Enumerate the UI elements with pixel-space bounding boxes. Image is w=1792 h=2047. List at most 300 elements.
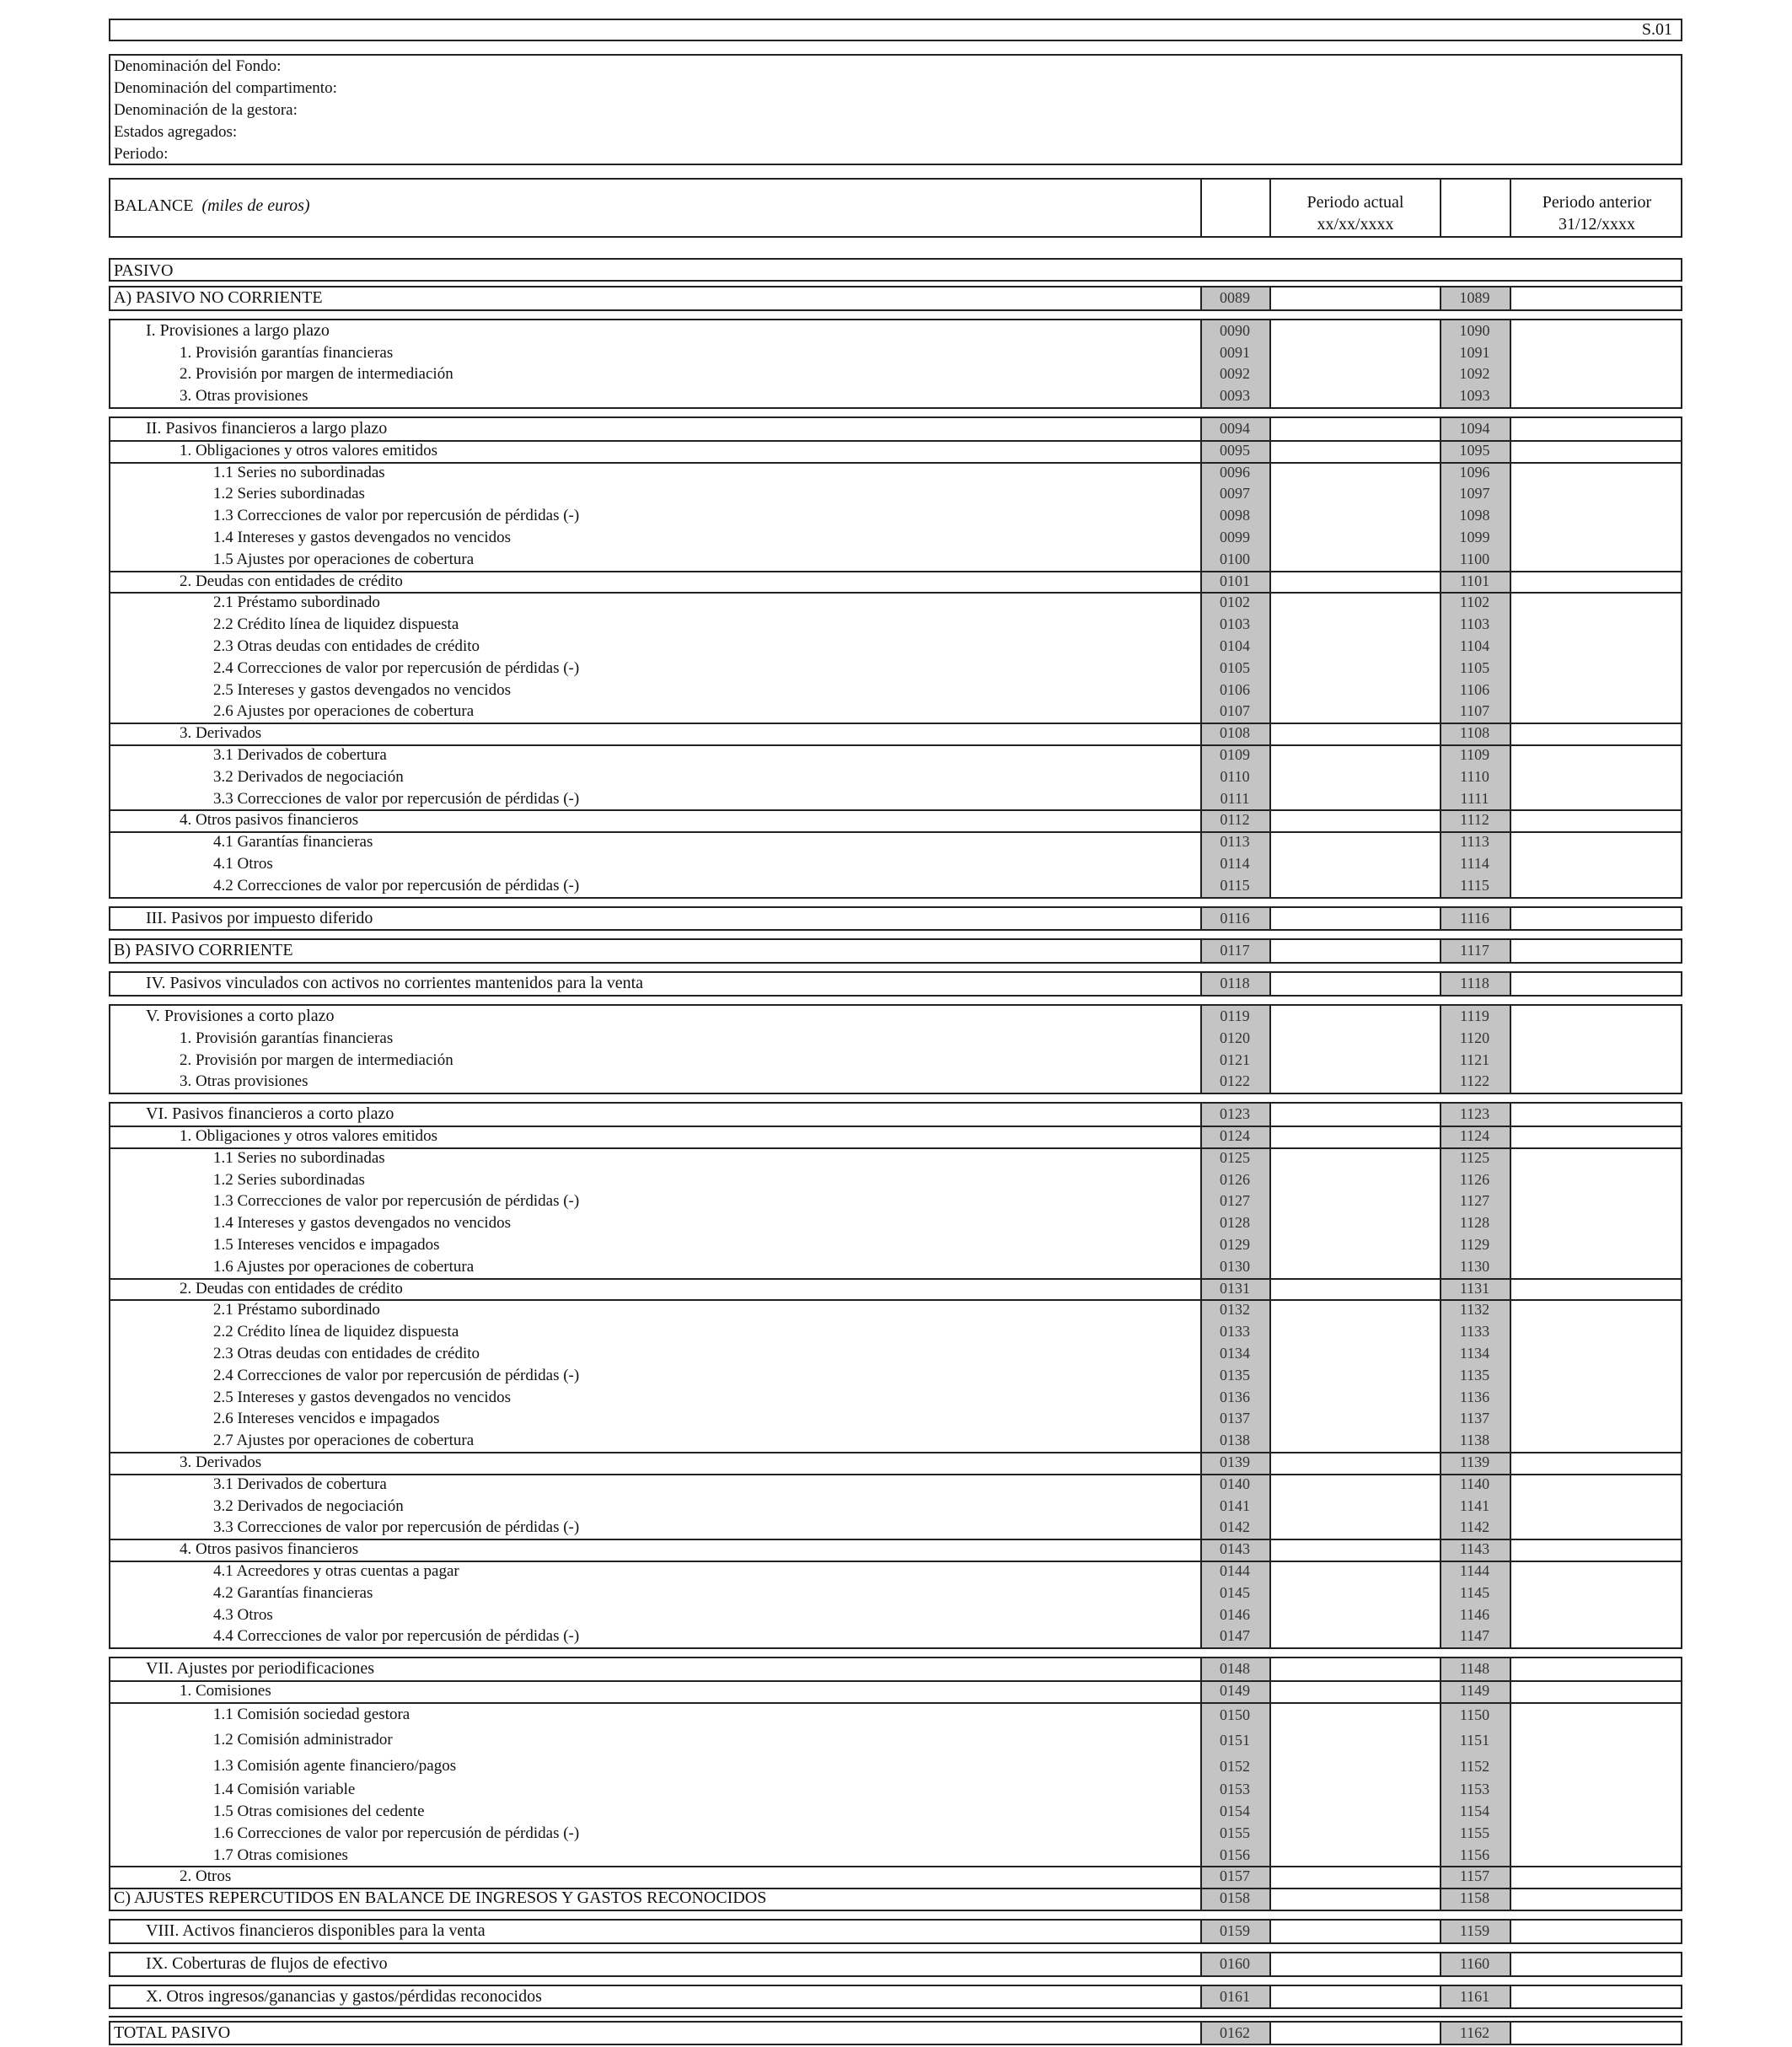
value-cell-prior[interactable]	[1511, 2023, 1681, 2044]
value-cell-prior[interactable]	[1511, 1702, 1681, 1728]
code-prior: 1161	[1459, 1987, 1490, 2005]
code-actual: 0110	[1220, 767, 1250, 785]
value-cell-actual[interactable]	[1271, 940, 1440, 962]
value-cell-prior[interactable]	[1511, 1452, 1681, 1474]
value-cell-prior[interactable]	[1511, 418, 1681, 440]
value-cell-actual[interactable]	[1271, 1779, 1440, 1801]
table-block	[109, 1657, 1682, 1911]
value-cell-prior[interactable]	[1511, 1343, 1681, 1365]
value-cell-actual[interactable]	[1271, 462, 1440, 484]
value-cell-actual[interactable]	[1271, 1256, 1440, 1278]
value-cell-actual[interactable]	[1271, 1452, 1440, 1474]
code-actual: 0120	[1220, 1029, 1250, 1046]
value-cell-actual[interactable]	[1271, 875, 1440, 897]
value-cell-prior[interactable]	[1511, 723, 1681, 744]
code-prior: 1144	[1459, 1561, 1490, 1579]
code-actual: 0142	[1220, 1518, 1250, 1536]
value-cell-prior[interactable]	[1511, 973, 1681, 995]
code-prior: 1112	[1460, 811, 1489, 829]
form-code-box	[109, 19, 1682, 41]
value-cell-actual[interactable]	[1271, 1321, 1440, 1343]
table-row	[110, 940, 1681, 962]
value-cell-actual[interactable]	[1271, 1387, 1440, 1409]
code-prior: 1134	[1459, 1344, 1490, 1362]
value-cell-prior[interactable]	[1511, 1006, 1681, 1028]
value-cell-actual[interactable]	[1271, 1006, 1440, 1028]
value-cell-actual[interactable]	[1271, 1658, 1440, 1680]
code-actual: 0103	[1220, 615, 1250, 633]
value-cell-prior[interactable]	[1511, 1953, 1681, 1975]
code-actual: 0128	[1220, 1214, 1250, 1232]
value-cell-actual[interactable]	[1271, 1517, 1440, 1539]
value-cell-actual[interactable]	[1271, 723, 1440, 744]
code-prior: 1133	[1459, 1323, 1490, 1340]
value-cell-actual[interactable]	[1271, 701, 1440, 723]
code-prior: 1157	[1459, 1867, 1490, 1885]
code-prior: 1120	[1459, 1029, 1490, 1046]
value-cell-actual[interactable]	[1271, 1278, 1440, 1300]
code-actual: 0130	[1220, 1257, 1250, 1275]
row-label: 1.2 Comisión administrador	[213, 1731, 393, 1749]
row-label: 1.3 Correcciones de valor por repercusión de pérdidas (-)	[213, 507, 580, 525]
table-row	[110, 1727, 1681, 1754]
code-prior: 1115	[1460, 876, 1489, 894]
table-row	[110, 1190, 1681, 1212]
value-cell-actual[interactable]	[1271, 342, 1440, 364]
code-prior: 1147	[1459, 1627, 1490, 1645]
value-cell-actual[interactable]	[1271, 1845, 1440, 1867]
value-cell-prior[interactable]	[1511, 1126, 1681, 1147]
value-cell-prior[interactable]	[1511, 1169, 1681, 1191]
value-cell-prior[interactable]	[1511, 1823, 1681, 1845]
table-row	[110, 1754, 1681, 1780]
code-actual: 0123	[1220, 1105, 1250, 1123]
value-cell-prior[interactable]	[1511, 1028, 1681, 1050]
value-cell-prior[interactable]	[1511, 1561, 1681, 1582]
code-actual: 0124	[1220, 1126, 1250, 1144]
value-cell-actual[interactable]	[1271, 908, 1440, 930]
value-cell-prior[interactable]	[1511, 385, 1681, 407]
value-cell-prior[interactable]	[1511, 875, 1681, 897]
row-label: 2.5 Intereses y gastos devengados no vencidos	[213, 1388, 512, 1406]
value-cell-prior[interactable]	[1511, 1625, 1681, 1647]
value-cell-prior[interactable]	[1511, 440, 1681, 462]
code-actual: 0109	[1220, 746, 1250, 763]
code-actual: 0152	[1220, 1757, 1250, 1775]
value-cell-prior[interactable]	[1511, 1517, 1681, 1539]
code-actual: 0155	[1220, 1824, 1250, 1841]
value-cell-actual[interactable]	[1271, 505, 1440, 527]
code-prior: 1152	[1459, 1757, 1490, 1775]
value-cell-prior[interactable]	[1511, 1845, 1681, 1867]
row-label: C) AJUSTES REPERCUTIDOS EN BALANCE DE INGRESOS Y GASTOS RECONOCIDOS	[114, 1889, 767, 1908]
value-cell-prior[interactable]	[1511, 1582, 1681, 1604]
row-label: 2. Deudas con entidades de crédito	[180, 1279, 403, 1298]
value-cell-prior[interactable]	[1511, 1050, 1681, 1072]
col-header-prior	[1511, 191, 1682, 235]
code-prior: 1110	[1460, 767, 1489, 785]
value-cell-prior[interactable]	[1511, 831, 1681, 853]
table-row	[110, 853, 1681, 875]
code-actual: 0114	[1220, 855, 1250, 872]
value-cell-actual[interactable]	[1271, 1234, 1440, 1256]
value-cell-prior[interactable]	[1511, 1727, 1681, 1754]
table-row	[110, 1006, 1681, 1028]
value-cell-prior[interactable]	[1511, 1921, 1681, 1942]
code-actual: 0161	[1220, 1987, 1250, 2005]
table-row	[110, 1604, 1681, 1626]
value-cell-actual[interactable]	[1271, 549, 1440, 571]
code-prior: 1089	[1459, 289, 1490, 306]
value-cell-actual[interactable]	[1271, 1430, 1440, 1452]
value-cell-prior[interactable]	[1511, 788, 1681, 810]
row-label: 2. Provisión por margen de intermediación	[180, 365, 453, 384]
value-cell-prior[interactable]	[1511, 1888, 1681, 1910]
value-cell-prior[interactable]	[1511, 658, 1681, 680]
code-actual: 0160	[1220, 1954, 1250, 1972]
value-cell-prior[interactable]	[1511, 940, 1681, 962]
value-cell-prior[interactable]	[1511, 1256, 1681, 1278]
value-cell-actual[interactable]	[1271, 1727, 1440, 1754]
table-row	[110, 1539, 1681, 1561]
value-cell-actual[interactable]	[1271, 1028, 1440, 1050]
code-prior: 1162	[1459, 2023, 1490, 2041]
value-cell-prior[interactable]	[1511, 1365, 1681, 1387]
table-block	[109, 1004, 1682, 1094]
table-row	[110, 680, 1681, 701]
value-cell-prior[interactable]	[1511, 363, 1681, 385]
value-cell-actual[interactable]	[1271, 1365, 1440, 1387]
table-row	[110, 592, 1681, 614]
aggregated-states-label: Estados agregados:	[114, 123, 238, 141]
code-prior: 1107	[1459, 702, 1490, 720]
value-cell-actual[interactable]	[1271, 1754, 1440, 1780]
value-cell-actual[interactable]	[1271, 1604, 1440, 1626]
table-row	[110, 571, 1681, 593]
value-cell-prior[interactable]	[1511, 483, 1681, 505]
value-cell-actual[interactable]	[1271, 1071, 1440, 1093]
code-actual: 0151	[1220, 1732, 1250, 1749]
col-actual-date: xx/xx/xxxx	[1317, 215, 1394, 234]
value-cell-actual[interactable]	[1271, 1474, 1440, 1496]
table-row	[110, 1866, 1681, 1888]
row-label: 1.1 Series no subordinadas	[213, 463, 385, 481]
code-prior: 1155	[1459, 1824, 1490, 1841]
value-cell-prior[interactable]	[1511, 680, 1681, 701]
row-label: 2.3 Otras deudas con entidades de crédito	[213, 1344, 480, 1362]
code-actual: 0141	[1220, 1496, 1250, 1514]
value-cell-prior[interactable]	[1511, 1680, 1681, 1702]
code-actual: 0137	[1220, 1410, 1250, 1427]
balance-title	[114, 196, 310, 216]
value-cell-actual[interactable]	[1271, 1702, 1440, 1728]
value-cell-actual[interactable]	[1271, 2023, 1440, 2044]
code-prior: 1109	[1459, 746, 1490, 763]
value-cell-prior[interactable]	[1511, 1278, 1681, 1300]
row-label: X. Otros ingresos/ganancias y gastos/pérdidas reconocidos	[146, 1986, 542, 2006]
code-actual: 0116	[1220, 909, 1250, 927]
table-row	[110, 1234, 1681, 1256]
value-cell-actual[interactable]	[1271, 1582, 1440, 1604]
row-label: 3.1 Derivados de cobertura	[213, 746, 387, 764]
code-prior: 1145	[1459, 1583, 1490, 1601]
row-label: 3. Otras provisiones	[180, 1072, 309, 1091]
code-prior: 1125	[1459, 1148, 1490, 1166]
code-prior: 1127	[1459, 1192, 1490, 1210]
value-cell-prior[interactable]	[1511, 1496, 1681, 1518]
table-row	[110, 1658, 1681, 1680]
code-actual: 0148	[1220, 1660, 1250, 1678]
value-cell-prior[interactable]	[1511, 1779, 1681, 1801]
table-row	[110, 1517, 1681, 1539]
value-cell-prior[interactable]	[1511, 1299, 1681, 1321]
value-cell-prior[interactable]	[1511, 1234, 1681, 1256]
value-cell-actual[interactable]	[1271, 385, 1440, 407]
row-label: 1. Provisión garantías financieras	[180, 1029, 394, 1047]
code-prior: 1091	[1459, 343, 1490, 361]
value-cell-actual[interactable]	[1271, 1126, 1440, 1147]
value-cell-actual[interactable]	[1271, 1680, 1440, 1702]
value-cell-actual[interactable]	[1271, 363, 1440, 385]
value-cell-actual[interactable]	[1271, 1953, 1440, 1975]
value-cell-actual[interactable]	[1271, 744, 1440, 766]
value-cell-prior[interactable]	[1511, 614, 1681, 636]
table-row	[110, 1278, 1681, 1300]
value-cell-actual[interactable]	[1271, 636, 1440, 658]
code-prior: 1100	[1459, 550, 1490, 567]
row-label: IV. Pasivos vinculados con activos no corrientes mantenidos para la venta	[146, 974, 644, 993]
value-cell-actual[interactable]	[1271, 1190, 1440, 1212]
value-cell-actual[interactable]	[1271, 614, 1440, 636]
row-label: 1.5 Otras comisiones del cedente	[213, 1803, 425, 1821]
value-cell-prior[interactable]	[1511, 744, 1681, 766]
code-actual: 0106	[1220, 680, 1250, 698]
code-prior: 1122	[1459, 1072, 1490, 1090]
value-cell-actual[interactable]	[1271, 287, 1440, 309]
value-cell-actual[interactable]	[1271, 1496, 1440, 1518]
value-cell-prior[interactable]	[1511, 1658, 1681, 1680]
value-cell-prior[interactable]	[1511, 1190, 1681, 1212]
row-label: 4. Otros pasivos financieros	[180, 1540, 359, 1559]
value-cell-actual[interactable]	[1271, 1866, 1440, 1888]
value-cell-actual[interactable]	[1271, 1343, 1440, 1365]
value-cell-prior[interactable]	[1511, 1321, 1681, 1343]
table-row	[110, 1408, 1681, 1430]
value-cell-prior[interactable]	[1511, 1071, 1681, 1093]
row-label: 1.6 Ajustes por operaciones de cobertura	[213, 1257, 475, 1276]
value-cell-actual[interactable]	[1271, 320, 1440, 342]
value-cell-actual[interactable]	[1271, 418, 1440, 440]
value-cell-actual[interactable]	[1271, 483, 1440, 505]
table-row	[110, 1256, 1681, 1278]
row-label: 4. Otros pasivos financieros	[180, 811, 359, 830]
table-row	[110, 1343, 1681, 1365]
value-cell-prior[interactable]	[1511, 592, 1681, 614]
value-cell-actual[interactable]	[1271, 1104, 1440, 1126]
row-label: 4.3 Otros	[213, 1605, 273, 1624]
value-cell-actual[interactable]	[1271, 788, 1440, 810]
value-cell-prior[interactable]	[1511, 571, 1681, 593]
value-cell-actual[interactable]	[1271, 680, 1440, 701]
code-actual: 0150	[1220, 1706, 1250, 1723]
value-cell-actual[interactable]	[1271, 1921, 1440, 1942]
value-cell-actual[interactable]	[1271, 831, 1440, 853]
value-cell-actual[interactable]	[1271, 1986, 1440, 2008]
code-prior: 1098	[1459, 507, 1490, 524]
value-cell-prior[interactable]	[1511, 342, 1681, 364]
value-cell-actual[interactable]	[1271, 1561, 1440, 1582]
table-row	[110, 385, 1681, 407]
table-row	[110, 1104, 1681, 1126]
value-cell-actual[interactable]	[1271, 658, 1440, 680]
value-cell-actual[interactable]	[1271, 1888, 1440, 1910]
table-block	[109, 2021, 1682, 2046]
code-prior: 1132	[1459, 1301, 1490, 1319]
table-row	[110, 1430, 1681, 1452]
table-block	[109, 319, 1682, 409]
code-prior: 1143	[1459, 1540, 1490, 1558]
value-cell-prior[interactable]	[1511, 1147, 1681, 1169]
code-prior: 1116	[1460, 909, 1489, 927]
value-cell-prior[interactable]	[1511, 1539, 1681, 1561]
manager-name-label: Denominación de la gestora:	[114, 101, 298, 119]
total-separator	[109, 2016, 1682, 2017]
value-cell-prior[interactable]	[1511, 287, 1681, 309]
value-cell-actual[interactable]	[1271, 1299, 1440, 1321]
value-cell-actual[interactable]	[1271, 1801, 1440, 1823]
table-row	[110, 723, 1681, 744]
value-cell-prior[interactable]	[1511, 1430, 1681, 1452]
value-cell-actual[interactable]	[1271, 1625, 1440, 1647]
table-row	[110, 1702, 1681, 1728]
row-label: 1.2 Series subordinadas	[213, 485, 365, 503]
code-actual: 0108	[1220, 724, 1250, 742]
table-block	[109, 938, 1682, 964]
code-actual: 0090	[1220, 321, 1250, 339]
row-label: 4.4 Correcciones de valor por repercusión de pérdidas (-)	[213, 1627, 580, 1646]
row-label: 2.1 Préstamo subordinado	[213, 594, 380, 612]
row-label: 4.2 Correcciones de valor por repercusión de pérdidas (-)	[213, 876, 580, 895]
code-actual: 0115	[1220, 876, 1250, 894]
fund-name-label: Denominación del Fondo:	[114, 57, 282, 75]
value-cell-prior[interactable]	[1511, 320, 1681, 342]
value-cell-prior[interactable]	[1511, 908, 1681, 930]
table-row	[110, 1680, 1681, 1702]
value-cell-actual[interactable]	[1271, 1539, 1440, 1561]
table-row	[110, 766, 1681, 788]
value-cell-actual[interactable]	[1271, 592, 1440, 614]
table-row	[110, 1823, 1681, 1845]
row-label: 2.6 Ajustes por operaciones de cobertura	[213, 702, 475, 721]
value-cell-actual[interactable]	[1271, 809, 1440, 831]
value-cell-prior[interactable]	[1511, 549, 1681, 571]
value-cell-prior[interactable]	[1511, 853, 1681, 875]
code-prior: 1090	[1459, 321, 1490, 339]
code-actual: 0129	[1220, 1235, 1250, 1253]
table-row	[110, 908, 1681, 930]
value-cell-actual[interactable]	[1271, 527, 1440, 549]
row-label: 2.3 Otras deudas con entidades de crédito	[213, 637, 480, 655]
value-cell-actual[interactable]	[1271, 1212, 1440, 1234]
row-label: 1. Comisiones	[180, 1681, 271, 1700]
table-row	[110, 1126, 1681, 1147]
value-cell-actual[interactable]	[1271, 766, 1440, 788]
value-cell-prior[interactable]	[1511, 1408, 1681, 1430]
table-row	[110, 1365, 1681, 1387]
code-prior: 1158	[1459, 1889, 1490, 1907]
value-cell-actual[interactable]	[1271, 571, 1440, 593]
code-actual: 0099	[1220, 529, 1250, 545]
value-cell-prior[interactable]	[1511, 1212, 1681, 1234]
code-prior: 1097	[1459, 485, 1490, 502]
table-block	[109, 971, 1682, 997]
table-row	[110, 1212, 1681, 1234]
value-cell-prior[interactable]	[1511, 1754, 1681, 1780]
code-actual: 0126	[1220, 1170, 1250, 1188]
value-cell-actual[interactable]	[1271, 1050, 1440, 1072]
row-label: 1.3 Comisión agente financiero/pagos	[213, 1756, 457, 1775]
col-header-actual	[1271, 191, 1440, 235]
value-cell-actual[interactable]	[1271, 1408, 1440, 1430]
table-row	[110, 483, 1681, 505]
value-cell-prior[interactable]	[1511, 701, 1681, 723]
row-label: 3. Derivados	[180, 724, 262, 743]
value-cell-actual[interactable]	[1271, 440, 1440, 462]
section-title-box	[109, 258, 1682, 282]
code-prior: 1123	[1459, 1105, 1490, 1123]
value-cell-prior[interactable]	[1511, 1801, 1681, 1823]
value-cell-prior[interactable]	[1511, 527, 1681, 549]
table-row	[110, 831, 1681, 853]
code-actual: 0131	[1220, 1279, 1250, 1297]
table-row	[110, 636, 1681, 658]
value-cell-actual[interactable]	[1271, 853, 1440, 875]
code-prior: 1108	[1459, 724, 1490, 742]
table-row	[110, 342, 1681, 364]
value-cell-actual[interactable]	[1271, 1823, 1440, 1845]
value-cell-prior[interactable]	[1511, 1387, 1681, 1409]
value-cell-prior[interactable]	[1511, 636, 1681, 658]
value-cell-prior[interactable]	[1511, 1986, 1681, 2008]
code-prior: 1128	[1459, 1214, 1490, 1232]
value-cell-prior[interactable]	[1511, 1474, 1681, 1496]
row-label: 3.1 Derivados de cobertura	[213, 1475, 387, 1493]
table-row	[110, 1845, 1681, 1867]
value-cell-prior[interactable]	[1511, 1604, 1681, 1626]
row-label: 2.4 Correcciones de valor por repercusión de pérdidas (-)	[213, 1366, 580, 1384]
code-actual: 0113	[1220, 833, 1250, 851]
code-prior: 1111	[1460, 789, 1489, 807]
value-cell-prior[interactable]	[1511, 766, 1681, 788]
row-label: 3.2 Derivados de negociación	[213, 1496, 404, 1515]
value-cell-prior[interactable]	[1511, 462, 1681, 484]
table-block	[109, 1919, 1682, 1944]
table-row	[110, 875, 1681, 897]
value-cell-actual[interactable]	[1271, 1169, 1440, 1191]
code-actual: 0134	[1220, 1344, 1250, 1362]
code-prior: 1137	[1459, 1410, 1490, 1427]
row-label: 1.4 Comisión variable	[213, 1781, 356, 1799]
section-title: PASIVO	[114, 261, 174, 280]
value-cell-prior[interactable]	[1511, 809, 1681, 831]
value-cell-actual[interactable]	[1271, 973, 1440, 995]
value-cell-prior[interactable]	[1511, 505, 1681, 527]
table-row	[110, 788, 1681, 810]
value-cell-prior[interactable]	[1511, 1866, 1681, 1888]
value-cell-actual[interactable]	[1271, 1147, 1440, 1169]
table-row	[110, 744, 1681, 766]
value-cell-prior[interactable]	[1511, 1104, 1681, 1126]
